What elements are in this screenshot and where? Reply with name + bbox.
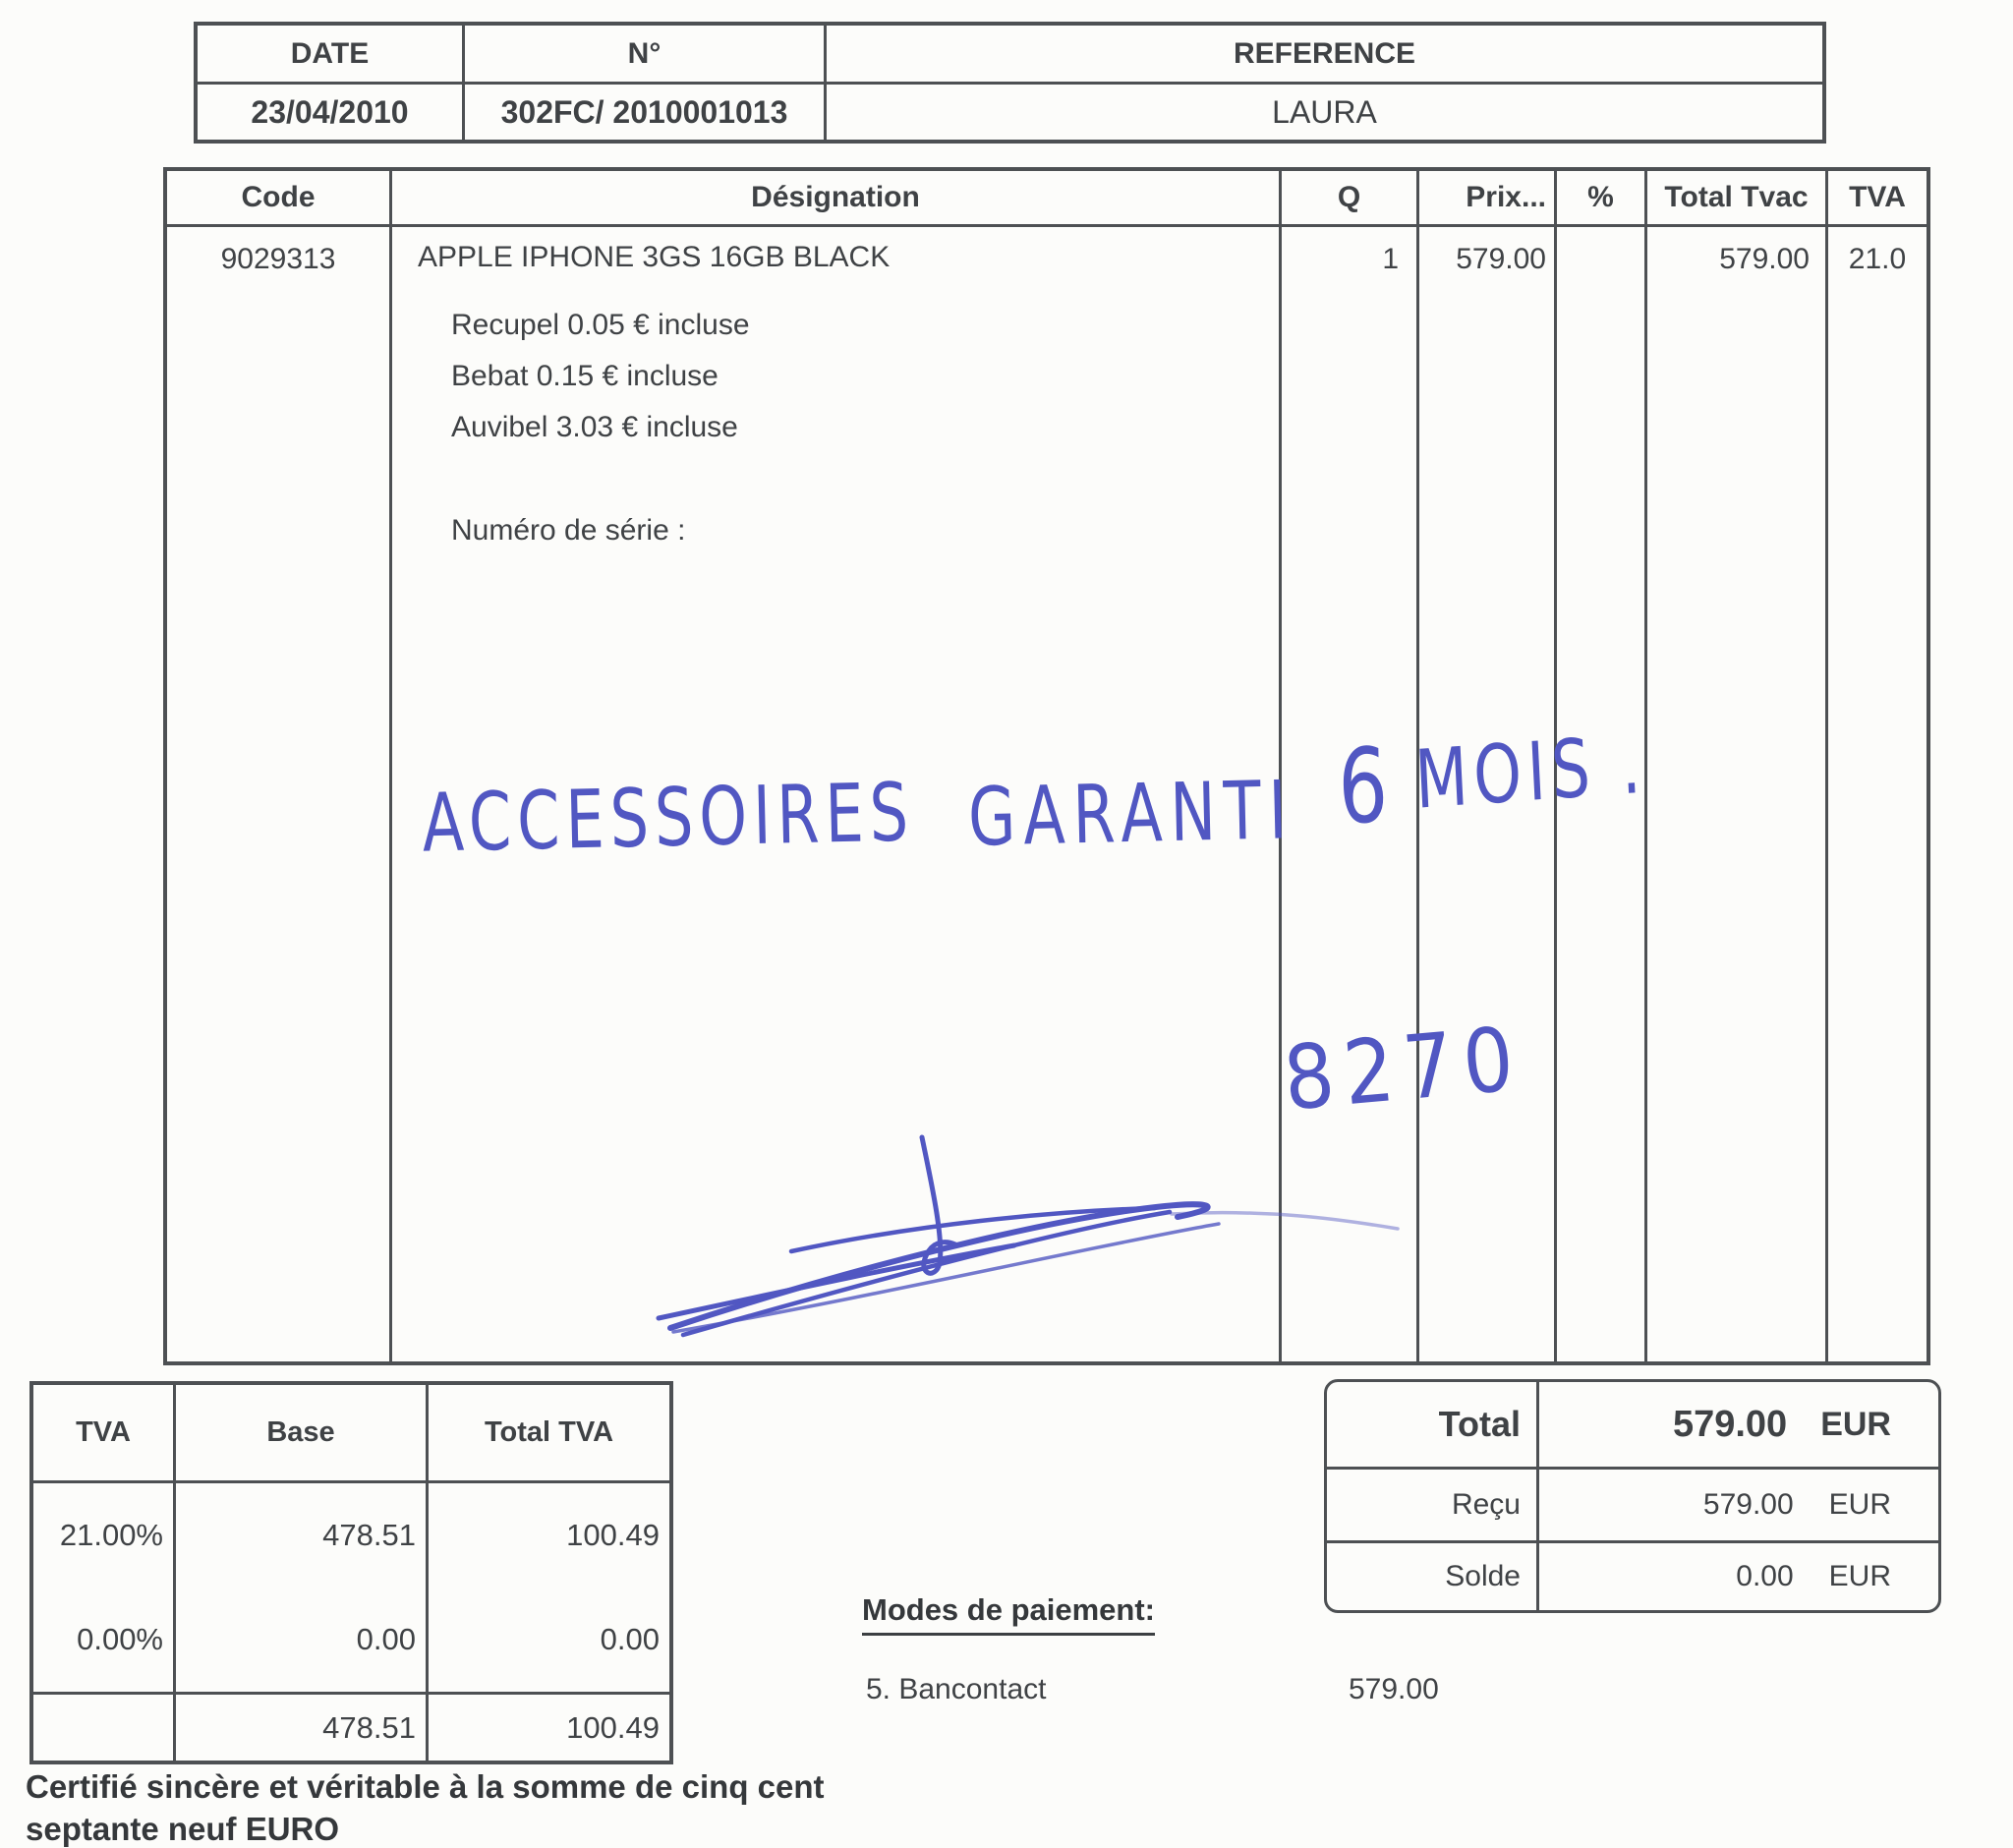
received-label: Reçu	[1327, 1470, 1539, 1540]
percent-header: %	[1557, 171, 1647, 227]
payment-method: 5. Bancontact	[866, 1673, 1047, 1705]
vat-rate-header: TVA	[33, 1385, 176, 1483]
reference-column-header: REFERENCE	[827, 26, 1822, 85]
fee-auvibel: Auvibel 3.03 € incluse	[451, 411, 738, 443]
certification-line-1: Certifié sincère et véritable à la somme de cinq cent	[26, 1768, 825, 1805]
vat-base-1: 478.51	[322, 1518, 416, 1552]
vat-rate-column	[33, 1483, 176, 1692]
designation-header: Désignation	[392, 171, 1282, 227]
vat-base-2: 0.00	[356, 1622, 416, 1656]
balance-label: Solde	[1327, 1543, 1539, 1610]
included-fees	[451, 300, 1279, 453]
invoice-reference: LAURA	[1272, 93, 1377, 130]
vat-total-base: 478.51	[176, 1692, 429, 1761]
invoice-date: 23/04/2010	[198, 85, 465, 140]
balance-currency: EUR	[1828, 1560, 1891, 1592]
total-currency: EUR	[1820, 1405, 1891, 1443]
vat-base-header: Base	[176, 1385, 429, 1483]
tva-header: TVA	[1828, 171, 1927, 227]
vat-total-amount: 100.49	[429, 1692, 669, 1761]
vat-amount-1: 100.49	[566, 1518, 660, 1552]
balance-amount: 0.00	[1736, 1560, 1794, 1592]
item-price: 579.00	[1419, 227, 1557, 1361]
handwritten-word: 6	[1337, 724, 1390, 847]
signature-scribble	[590, 1126, 1425, 1361]
handwritten-word: GARANTI	[966, 762, 1296, 865]
total-amount: 579.00	[1672, 1403, 1788, 1445]
certification-text	[26, 1766, 825, 1848]
item-tva: 21.0	[1848, 243, 1907, 275]
serial-number-label: Numéro de série :	[451, 514, 686, 547]
invoice-header-table	[194, 22, 1826, 144]
item-total-tvac: 579.00	[1647, 227, 1828, 1361]
fee-bebat: Bebat 0.15 € incluse	[451, 360, 719, 392]
vat-total-header: Total TVA	[429, 1385, 669, 1483]
vat-summary-table	[29, 1381, 673, 1764]
invoice-number: 302FC/ 2010001013	[465, 85, 827, 140]
vat-base-column	[176, 1483, 429, 1692]
price-header: Prix...	[1419, 171, 1557, 227]
number-column-header: N°	[465, 26, 827, 85]
total-label: Total	[1327, 1382, 1539, 1467]
payment-methods-title: Modes de paiement:	[862, 1592, 1155, 1636]
received-currency: EUR	[1828, 1488, 1891, 1521]
handwritten-number: 8270	[1280, 1007, 1527, 1130]
vat-rate-1: 21.00%	[59, 1518, 163, 1552]
vat-total-row-empty	[33, 1692, 176, 1761]
quantity-header: Q	[1282, 171, 1419, 227]
item-quantity: 1	[1282, 227, 1419, 1361]
payment-amount: 579.00	[1349, 1673, 1439, 1705]
item-name: APPLE IPHONE 3GS 16GB BLACK	[418, 241, 891, 273]
balance-row	[1327, 1540, 1938, 1610]
vat-amount-column	[429, 1483, 669, 1692]
certification-line-2: septante neuf EURO	[26, 1810, 340, 1847]
vat-rate-2: 0.00%	[77, 1622, 163, 1656]
total-tvac-header: Total Tvac	[1647, 171, 1828, 227]
received-row	[1327, 1467, 1938, 1540]
handwritten-word: MOIS .	[1412, 717, 1649, 828]
code-header: Code	[167, 171, 392, 227]
item-code: 9029313	[167, 227, 392, 1361]
received-amount: 579.00	[1702, 1488, 1794, 1521]
vat-amount-2: 0.00	[600, 1622, 660, 1656]
total-row	[1327, 1382, 1938, 1467]
fee-recupel: Recupel 0.05 € incluse	[451, 309, 750, 341]
totals-box	[1324, 1379, 1941, 1613]
handwritten-word: ACCESSOIRES	[421, 764, 916, 871]
date-column-header: DATE	[198, 26, 465, 85]
